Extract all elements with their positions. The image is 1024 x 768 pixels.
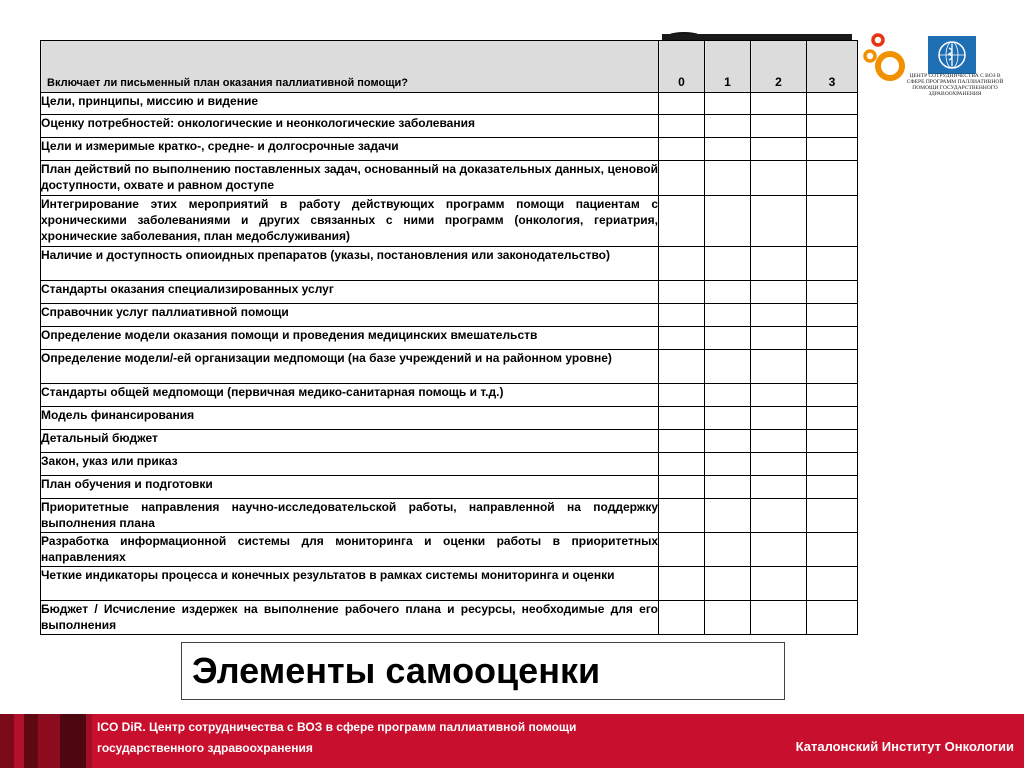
score-cell-3[interactable] bbox=[807, 533, 858, 567]
score-cell-0[interactable] bbox=[659, 93, 705, 115]
table-row bbox=[41, 430, 858, 453]
score-cell-1[interactable] bbox=[705, 384, 751, 407]
score-cell-2[interactable] bbox=[751, 430, 807, 453]
score-cell-0[interactable] bbox=[659, 196, 705, 247]
item-label: Приоритетные направления научно-исследовательской работы, направленной на поддержку выполнения плана bbox=[41, 499, 659, 533]
score-cell-1[interactable] bbox=[705, 247, 751, 281]
score-cell-1[interactable] bbox=[705, 304, 751, 327]
score-cell-0[interactable] bbox=[659, 453, 705, 476]
table-row bbox=[41, 476, 858, 499]
item-label: Интегрирование этих мероприятий в работу действующих программ помощи пациентам с хроническими заболеваниями и других связанных с ними программ (онкология, гериатрия, хронические заболевания, план медобслуживания) bbox=[41, 196, 659, 247]
score-cell-1[interactable] bbox=[705, 499, 751, 533]
score-cell-3[interactable] bbox=[807, 350, 858, 384]
table-row bbox=[41, 601, 858, 635]
score-cell-2[interactable] bbox=[751, 499, 807, 533]
score-cell-0[interactable] bbox=[659, 533, 705, 567]
score-cell-1[interactable] bbox=[705, 327, 751, 350]
table-header-row bbox=[41, 41, 858, 93]
footer-stripe bbox=[38, 714, 60, 768]
item-label: Закон, указ или приказ bbox=[41, 453, 659, 476]
score-cell-1[interactable] bbox=[705, 93, 751, 115]
score-cell-2[interactable] bbox=[751, 161, 807, 196]
footer-institute-name: Каталонский Институт Онкологии bbox=[795, 739, 1014, 754]
score-cell-2[interactable] bbox=[751, 567, 807, 601]
item-label: План обучения и подготовки bbox=[41, 476, 659, 499]
table-row bbox=[41, 93, 858, 115]
score-cell-3[interactable] bbox=[807, 476, 858, 499]
who-caption: ЦЕНТР СОТРУДНИЧЕСТВА С ВОЗ В СФЕРЕ ПРОГРАММ ПАЛЛИАТИВНОЙ ПОМОЩИ ГОСУДАРСТВЕННОГО ЗДРАВООХРАНЕНИЯ bbox=[906, 73, 1004, 97]
score-cell-0[interactable] bbox=[659, 304, 705, 327]
footer-text-line2: государственного здравоохранения bbox=[97, 741, 313, 755]
score-cell-0[interactable] bbox=[659, 161, 705, 196]
score-cell-2[interactable] bbox=[751, 115, 807, 138]
score-cell-2[interactable] bbox=[751, 327, 807, 350]
score-cell-2[interactable] bbox=[751, 533, 807, 567]
score-cell-1[interactable] bbox=[705, 476, 751, 499]
score-cell-3[interactable] bbox=[807, 281, 858, 304]
score-cell-3[interactable] bbox=[807, 138, 858, 161]
slide-title: Элементы самооценки bbox=[192, 650, 601, 691]
score-cell-1[interactable] bbox=[705, 115, 751, 138]
score-cell-3[interactable] bbox=[807, 384, 858, 407]
score-cell-1[interactable] bbox=[705, 601, 751, 635]
score-cell-0[interactable] bbox=[659, 407, 705, 430]
score-cell-0[interactable] bbox=[659, 247, 705, 281]
table-row bbox=[41, 567, 858, 601]
score-cell-3[interactable] bbox=[807, 196, 858, 247]
score-cell-1[interactable] bbox=[705, 430, 751, 453]
score-cell-3[interactable] bbox=[807, 115, 858, 138]
score-cell-0[interactable] bbox=[659, 430, 705, 453]
slide-title-box bbox=[181, 642, 785, 700]
score-cell-2[interactable] bbox=[751, 384, 807, 407]
score-cell-3[interactable] bbox=[807, 161, 858, 196]
table-row bbox=[41, 384, 858, 407]
table-row bbox=[41, 247, 858, 281]
table-row bbox=[41, 533, 858, 567]
score-cell-2[interactable] bbox=[751, 350, 807, 384]
score-header-0: 0 bbox=[659, 41, 705, 93]
footer-stripe bbox=[0, 714, 14, 768]
item-label: Стандарты оказания специализированных услуг bbox=[41, 281, 659, 304]
table-row bbox=[41, 304, 858, 327]
score-cell-1[interactable] bbox=[705, 196, 751, 247]
footer-stripe bbox=[60, 714, 86, 768]
score-cell-1[interactable] bbox=[705, 350, 751, 384]
score-cell-2[interactable] bbox=[751, 138, 807, 161]
footer-stripe bbox=[86, 714, 92, 768]
self-assessment-table bbox=[40, 40, 858, 635]
score-cell-0[interactable] bbox=[659, 350, 705, 384]
score-cell-0[interactable] bbox=[659, 499, 705, 533]
score-cell-1[interactable] bbox=[705, 407, 751, 430]
score-cell-1[interactable] bbox=[705, 161, 751, 196]
item-label: Справочник услуг паллиативной помощи bbox=[41, 304, 659, 327]
table-row bbox=[41, 138, 858, 161]
score-cell-2[interactable] bbox=[751, 601, 807, 635]
table-row bbox=[41, 196, 858, 247]
score-cell-0[interactable] bbox=[659, 115, 705, 138]
item-label: План действий по выполнению поставленных задач, основанный на доказательных данных, ценовой доступности, охвате и равном доступе bbox=[41, 161, 659, 196]
item-label: Разработка информационной системы для мониторинга и оценки работы в приоритетных направлениях bbox=[41, 533, 659, 567]
table-row bbox=[41, 115, 858, 138]
item-label: Бюджет / Исчисление издержек на выполнение рабочего плана и ресурсы, необходимые для его выполнения bbox=[41, 601, 659, 635]
score-cell-3[interactable] bbox=[807, 304, 858, 327]
score-cell-1[interactable] bbox=[705, 453, 751, 476]
item-label: Цели и измеримые кратко-, средне- и долгосрочные задачи bbox=[41, 138, 659, 161]
score-cell-2[interactable] bbox=[751, 407, 807, 430]
score-cell-3[interactable] bbox=[807, 499, 858, 533]
item-label: Четкие индикаторы процесса и конечных результатов в рамках системы мониторинга и оценки bbox=[41, 567, 659, 601]
score-header-1: 1 bbox=[705, 41, 751, 93]
score-cell-3[interactable] bbox=[807, 567, 858, 601]
score-cell-1[interactable] bbox=[705, 281, 751, 304]
table-row bbox=[41, 281, 858, 304]
table-row bbox=[41, 407, 858, 430]
table-row bbox=[41, 161, 858, 196]
score-cell-3[interactable] bbox=[807, 407, 858, 430]
score-cell-2[interactable] bbox=[751, 247, 807, 281]
table-row bbox=[41, 453, 858, 476]
score-cell-3[interactable] bbox=[807, 430, 858, 453]
item-label: Определение модели/-ей организации медпомощи (на базе учреждений и на районном уровне) bbox=[41, 350, 659, 384]
score-cell-3[interactable] bbox=[807, 601, 858, 635]
score-cell-0[interactable] bbox=[659, 567, 705, 601]
footer-stripe bbox=[14, 714, 24, 768]
score-cell-0[interactable] bbox=[659, 476, 705, 499]
score-cell-3[interactable] bbox=[807, 93, 858, 115]
score-header-3: 3 bbox=[807, 41, 858, 93]
item-label: Детальный бюджет bbox=[41, 430, 659, 453]
item-label: Модель финансирования bbox=[41, 407, 659, 430]
score-cell-0[interactable] bbox=[659, 138, 705, 161]
score-cell-2[interactable] bbox=[751, 476, 807, 499]
score-cell-0[interactable] bbox=[659, 327, 705, 350]
item-label: Наличие и доступность опиоидных препаратов (указы, постановления или законодательство) bbox=[41, 247, 659, 281]
score-cell-1[interactable] bbox=[705, 533, 751, 567]
who-emblem-icon bbox=[928, 36, 976, 74]
item-label: Определение модели оказания помощи и проведения медицинских вмешательств bbox=[41, 327, 659, 350]
score-cell-3[interactable] bbox=[807, 327, 858, 350]
score-cell-0[interactable] bbox=[659, 384, 705, 407]
table-row bbox=[41, 499, 858, 533]
score-cell-1[interactable] bbox=[705, 567, 751, 601]
score-cell-2[interactable] bbox=[751, 304, 807, 327]
item-label: Цели, принципы, миссию и видение bbox=[41, 93, 659, 115]
score-cell-0[interactable] bbox=[659, 601, 705, 635]
item-label: Оценку потребностей: онкологические и неонкологические заболевания bbox=[41, 115, 659, 138]
footer-stripe bbox=[24, 714, 38, 768]
score-cell-3[interactable] bbox=[807, 247, 858, 281]
item-label: Стандарты общей медпомощи (первичная медико-санитарная помощь и т.д.) bbox=[41, 384, 659, 407]
score-cell-1[interactable] bbox=[705, 138, 751, 161]
score-cell-2[interactable] bbox=[751, 93, 807, 115]
table-row bbox=[41, 327, 858, 350]
score-cell-3[interactable] bbox=[807, 453, 858, 476]
table-row bbox=[41, 350, 858, 384]
score-cell-2[interactable] bbox=[751, 196, 807, 247]
score-cell-2[interactable] bbox=[751, 453, 807, 476]
score-header-2: 2 bbox=[751, 41, 807, 93]
question-header: Включает ли письменный план оказания паллиативной помощи? bbox=[41, 41, 659, 93]
footer-text-line1: ICO DiR. Центр сотрудничества с ВОЗ в сфере программ паллиативной помощи bbox=[97, 720, 577, 734]
score-cell-0[interactable] bbox=[659, 281, 705, 304]
score-cell-2[interactable] bbox=[751, 281, 807, 304]
